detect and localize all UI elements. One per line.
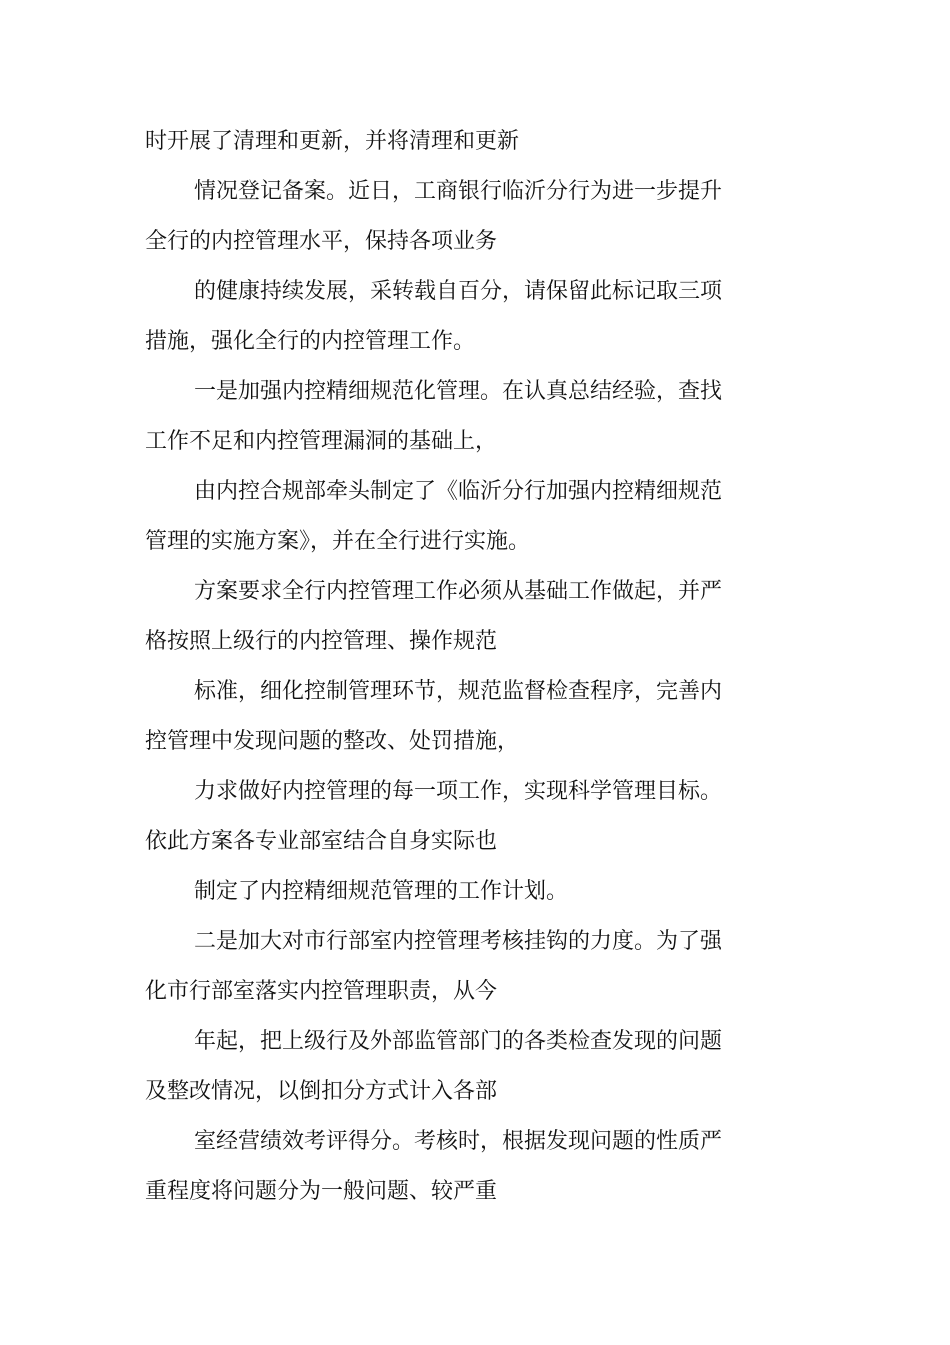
text-line: 及整改情况，以倒扣分方式计入各部 — [145, 1079, 498, 1104]
text-line: 二是加大对市行部室内控管理考核挂钩的力度。为了强 — [194, 929, 723, 954]
text-line: 由内控合规部牵头制定了《临沂分行加强内控精细规范 — [194, 479, 723, 504]
text-line: 情况登记备案。近日，工商银行临沂分行为进一步提升 — [194, 179, 723, 204]
text-line: 年起，把上级行及外部监管部门的各类检查发现的问题 — [194, 1029, 723, 1054]
text-line: 时开展了清理和更新，并将清理和更新 — [145, 129, 520, 154]
text-line: 措施，强化全行的内控管理工作。 — [145, 329, 476, 354]
text-line: 的健康持续发展，采转载自百分，请保留此标记取三项 — [194, 279, 723, 304]
text-line: 标准，细化控制管理环节，规范监督检查程序，完善内 — [194, 679, 723, 704]
text-line: 重程度将问题分为一般问题、较严重 — [145, 1179, 498, 1204]
text-line: 制定了内控精细规范管理的工作计划。 — [194, 879, 569, 904]
text-line: 室经营绩效考评得分。考核时，根据发现问题的性质严 — [194, 1129, 723, 1154]
text-line: 方案要求全行内控管理工作必须从基础工作做起，并严 — [194, 579, 723, 604]
text-line: 格按照上级行的内控管理、操作规范 — [145, 629, 498, 654]
text-line: 全行的内控管理水平，保持各项业务 — [145, 229, 498, 254]
text-line: 控管理中发现问题的整改、处罚措施， — [145, 729, 520, 754]
text-line: 化市行部室落实内控管理职责，从今 — [145, 979, 498, 1004]
text-line: 工作不足和内控管理漏洞的基础上， — [145, 429, 498, 454]
text-line: 依此方案各专业部室结合自身实际也 — [145, 829, 498, 854]
text-line: 一是加强内控精细规范化管理。在认真总结经验，查找 — [194, 379, 723, 404]
text-line: 力求做好内控管理的每一项工作，实现科学管理目标。 — [194, 779, 723, 804]
text-line: 管理的实施方案》，并在全行进行实施。 — [145, 529, 531, 554]
